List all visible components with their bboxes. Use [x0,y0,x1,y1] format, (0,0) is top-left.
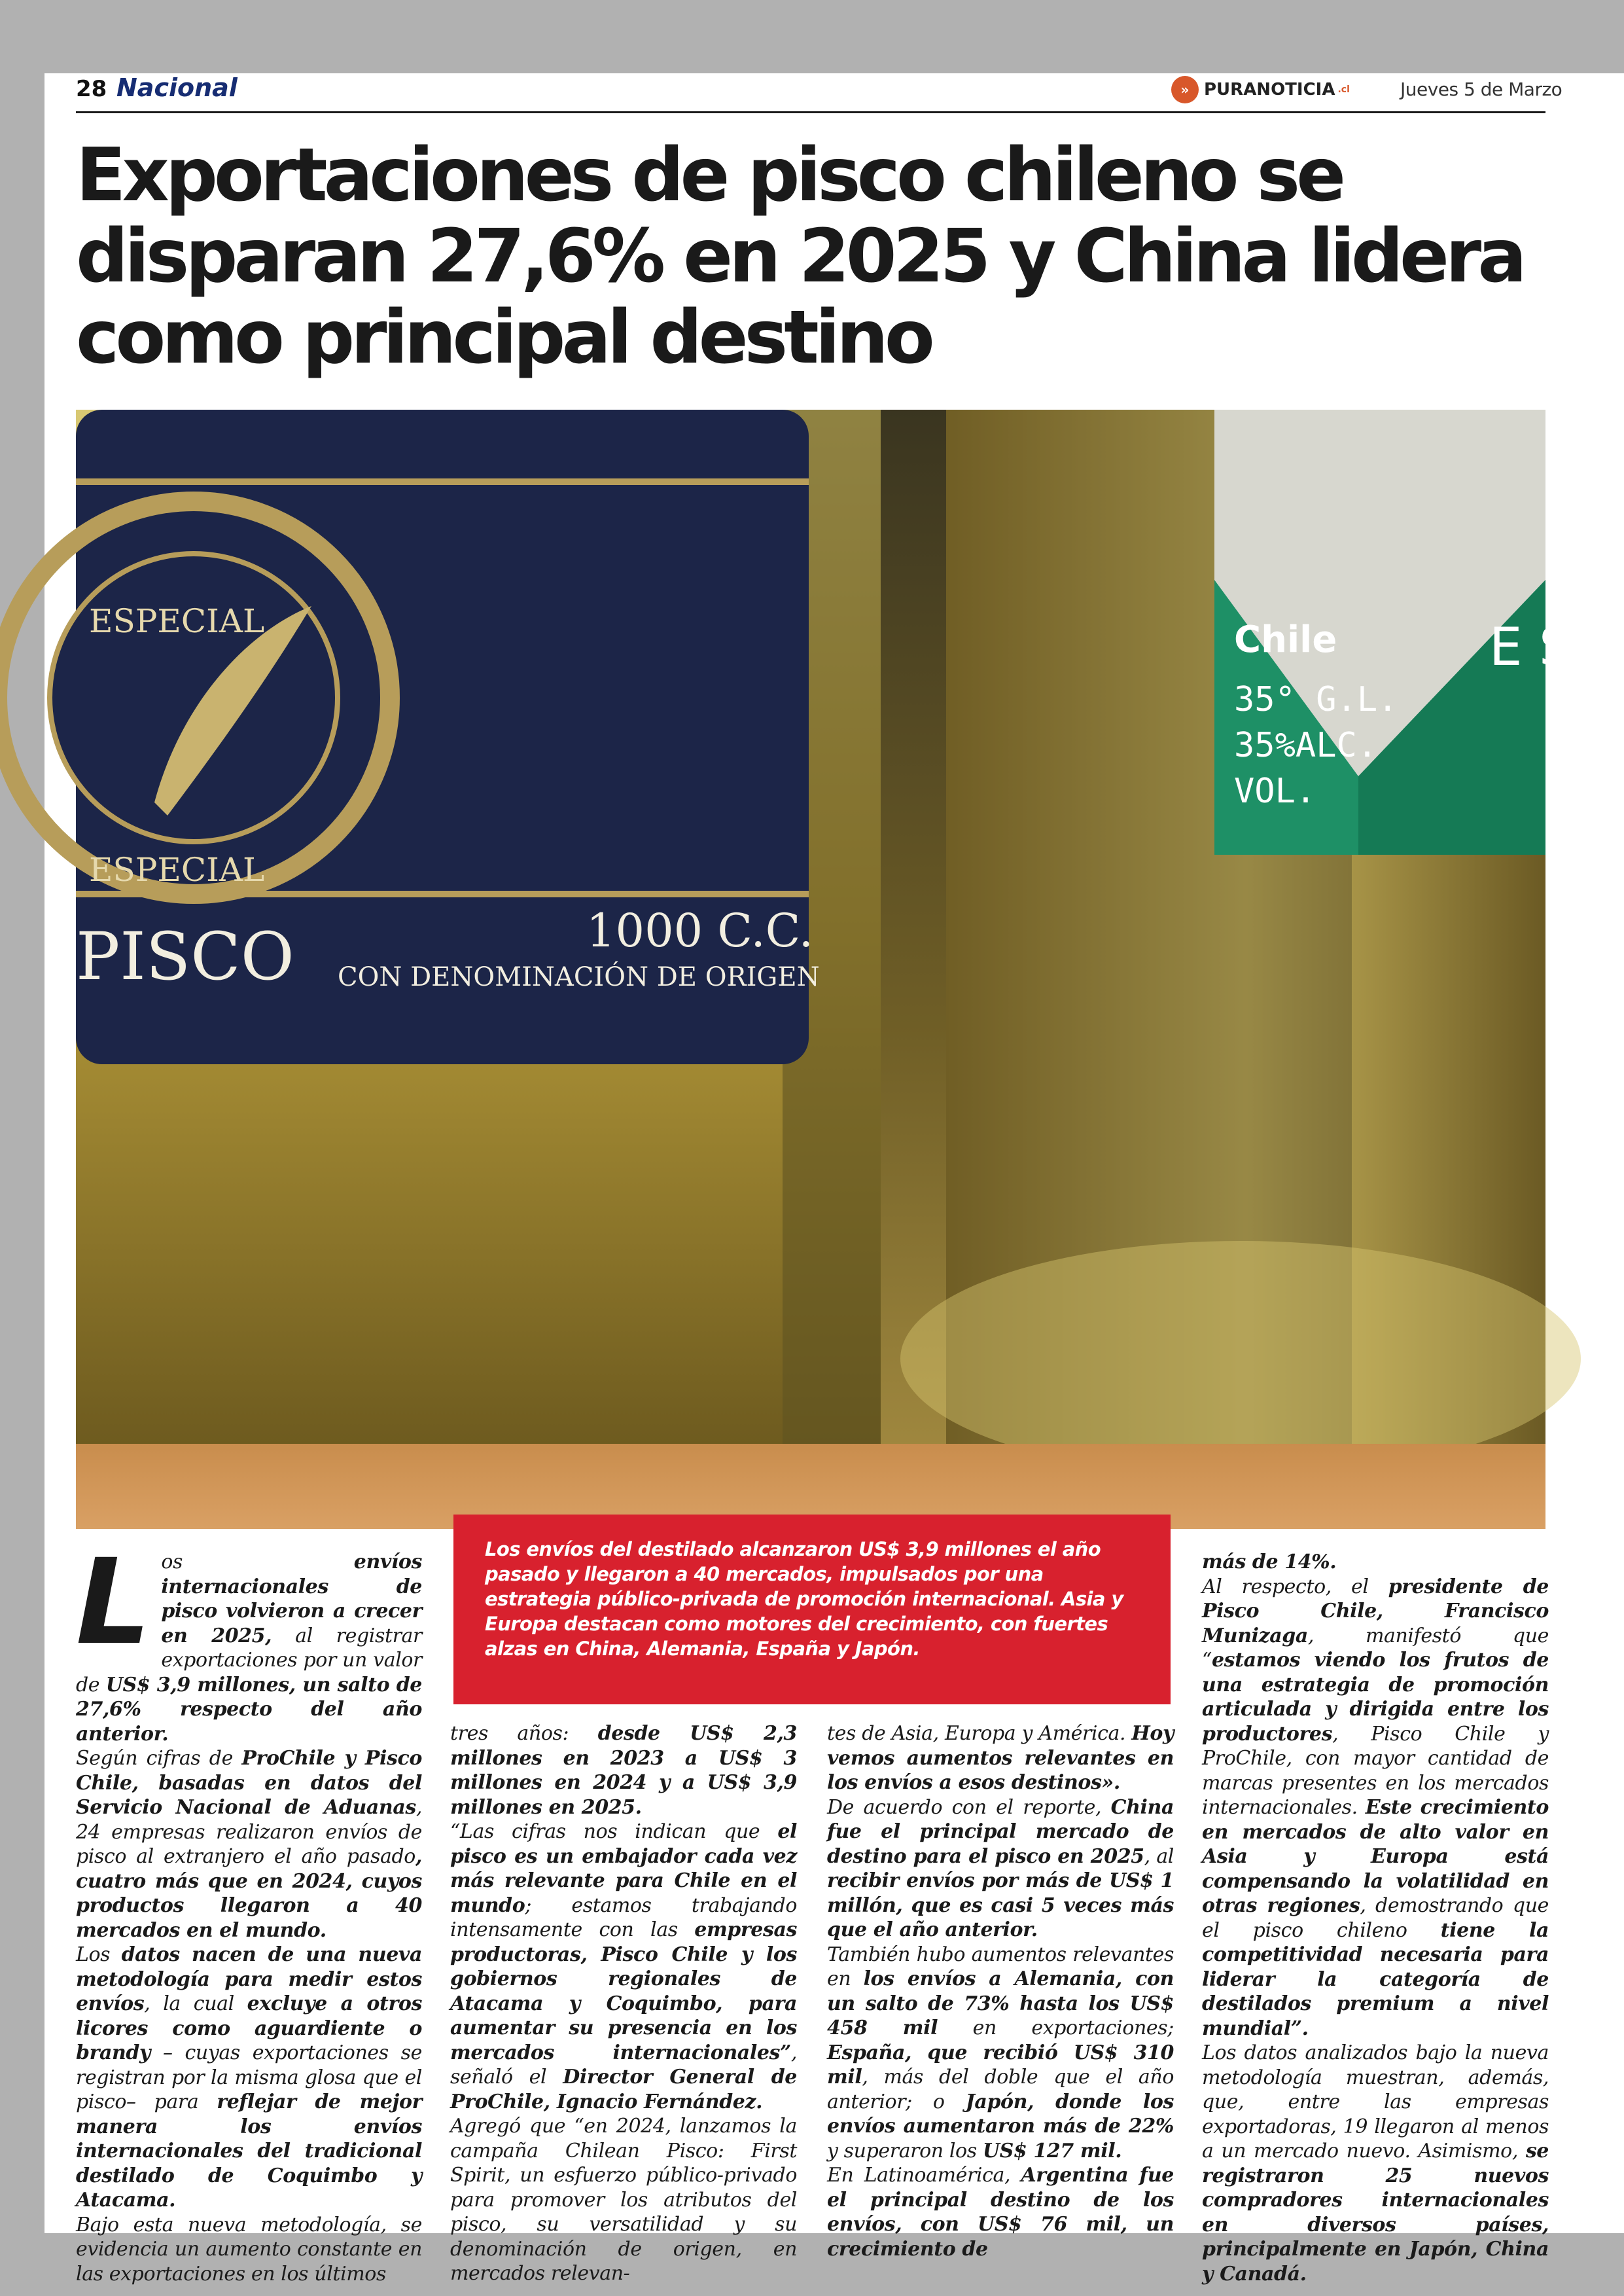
body-paragraph: Al respecto, el presidente de Pisco Chile, Francisco Munizaga, manifestó que “estamos viendo los frutos de una estrategia de promoción articulada y dirigida entre los productores, Pisco Chile y ProChile, con mayor cantidad de marcas presentes en los mercados internacionales. Este crecimiento en mercados de alto valor en Asia y Europa está compensando la volatilidad en otras regiones, demostrando que el pisco chileno tiene la competitividad necesaria para liderar la categoría de destilados premium a nivel mundial”. [1202,1575,1549,2040]
seal-text-top: ESPECIAL [89,602,265,640]
logo-text: PURANOTICIA [1204,80,1335,99]
body-paragraph: Los datos analizados bajo la nueva metodología muestran, además, que, entre las empresas exportadoras, 19 llegaron al menos a un mercado nuevo. Asimismo, se registraron 25 nuevos compradores internacionales en diversos países, principalmente en Japón, China y Canadá. [1202,2041,1549,2286]
headline-line-3: como principal destino [76,295,931,380]
body-paragraph: Agregó que “en 2024, lanzamos la campaña Chilean Pisco: First Spirit, un esfuerzo público-privado para promover los atributos del pisco, su versatilidad y su denominación de origen, en mercados relevan- [450,2115,797,2285]
page-number: 28 [76,76,107,102]
label-pisco: PISCO [76,918,294,995]
seal-text-bottom: ESPECIAL [89,851,265,889]
body-paragraph: También hubo aumentos relevantes en los envíos a Alemania, con un salto de 73% hasta los US$ 458 mil en exportaciones; España, que recibió US$ 310 mil, más del doble que el año anterior; o Japón, donde los envíos aumentaron más de 22% y superaron los US$ 127 mil. [827,1943,1174,2162]
article-photo [76,410,1572,1529]
label-partial: E S [1489,617,1572,677]
lead-box [453,1515,1171,1704]
body-column-1 [76,1534,422,2286]
label-vol: VOL. [1234,772,1316,811]
body-paragraph: De acuerdo con el reporte, China fue el principal mercado de destino para el pisco en 2025, al recibir envíos por más de US$ 1 millón, que es casi 5 veces más que el año anterior. [827,1795,1174,1941]
body-paragraph: Según cifras de ProChile y Pisco Chile, basadas en datos del Servicio Nacional de Aduanas, 24 empresas realizaron envíos de pisco al extranjero el año pasado, cuatro más que en 2024, cuyos productos llegaron a 40 mercados en el mundo. [76,1747,422,1942]
body-paragraph: En Latinoamérica, Argentina fue el principal destino de los envíos, con US$ 76 mil, un crecimiento de [827,2164,1174,2261]
label-alc: 35%ALC. [1234,726,1378,765]
article-headline [76,135,1574,378]
body-paragraph: Bajo esta nueva metodología, se evidencia un aumento constante en las exportaciones en los últimos [76,2213,422,2286]
logo-suffix: .cl [1337,84,1350,95]
body-paragraph: “Las cifras nos indican que el pisco es un embajador cada vez más relevante para Chile en el mundo; estamos trabajando intensamente con las empresas productoras, Pisco Chile y los gobiernos regionales de Atacama y Coquimbo, para aumentar su presencia en los mercados internacionales”, señaló el Director General de ProChile, Ignacio Fernández. [450,1820,797,2113]
label-origin: CON DENOMINACIÓN DE ORIGEN [338,962,820,992]
headline-line-1: Exportaciones de pisco chileno se [76,133,1343,218]
body-column-4 [1202,1550,1549,2286]
label-chile: Chile [1234,619,1337,661]
label-gl: 35° G.L. [1234,680,1398,719]
body-paragraph: Los datos nacen de una nueva metodología para medir estos envíos, la cual excluye a otros licores como aguardiente o brandy – cuyas exportaciones se registran por la misma glosa que el pisco– para reflejar de mejor manera los envíos internacionales del tradicional destilado de Coquimbo y Atacama. [76,1943,422,2212]
lead-text: Los envíos del destilado alcanzaron US$ 3,9 millones el año pasado y llegaron a 40 mercados, impulsados por una estrategia público-privada de promoción internacional. Asia y Europa destacan como motores del crecimiento, con fuertes alzas en China, Alemania, España y Japón. [485,1538,1123,1660]
drop-cap: L [76,1534,151,1671]
body-paragraph: más de 14%. [1202,1551,1337,1573]
label-volume: 1000 C.C. [586,904,814,958]
issue-date: Jueves 5 de Marzo [1400,79,1562,100]
pisco-bottles-photo [76,410,1572,1529]
masthead-logo [1171,76,1350,103]
headline-line-2: disparan 27,6% en 2025 y China lidera [76,214,1523,299]
header-rule [76,111,1545,113]
logo-arrows-icon: » [1171,76,1199,103]
body-column-2 [450,1721,797,2286]
section-name: Nacional [116,73,238,102]
body-paragraph: tres años: desde US$ 2,3 millones en 2023 a US$ 3 millones en 2024 y a US$ 3,9 millones en 2025. [450,1722,797,1819]
body-paragraph: os envíos internacionales de pisco volvieron a crecer en 2025, al registrar exportaciones por un valor de US$ 3,9 millones, un salto de 27,6% respecto del año anterior. [76,1551,422,1746]
body-paragraph: tes de Asia, Europa y América. Hoy vemos aumentos relevantes en los envíos a esos destinos». [827,1722,1174,1794]
body-column-3 [827,1721,1174,2261]
